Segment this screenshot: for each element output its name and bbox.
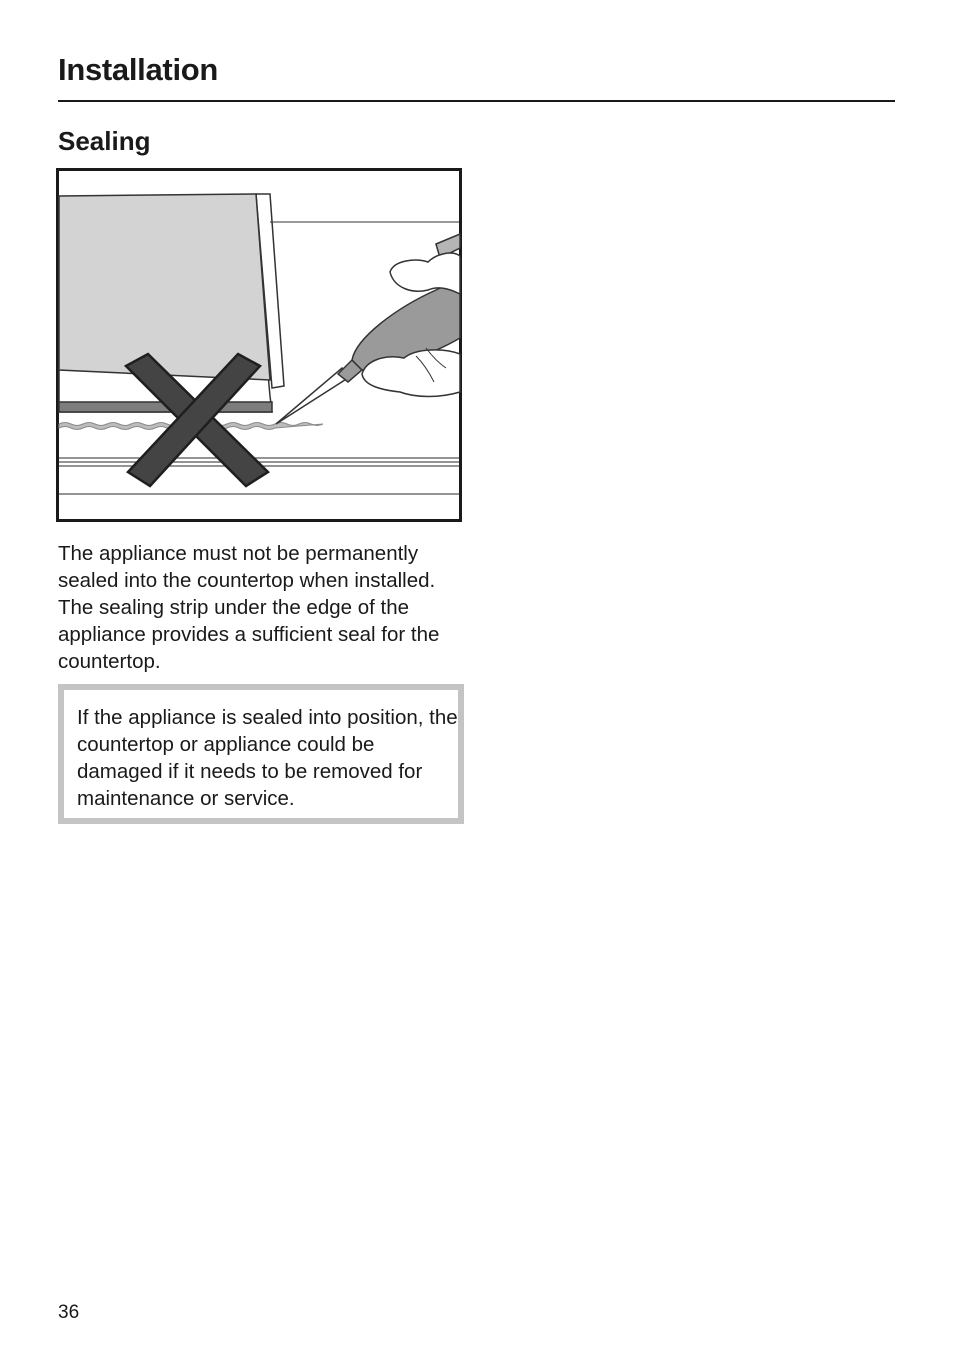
sealing-illustration [56, 168, 462, 522]
warning-box [58, 684, 464, 824]
body-paragraph: The appliance must not be permanently sealed into the countertop when installed. The sealing strip under the edge of the appliance provides a sufficient seal for the countertop. [58, 542, 440, 673]
page-title: Installation [58, 52, 219, 87]
warning-text: If the appliance is sealed into position, the countertop or appliance could be damaged if it needs to be removed for maintenance or service. [77, 706, 458, 810]
section-heading: Sealing [58, 126, 151, 156]
page-number: 36 [58, 1302, 80, 1323]
title-divider [58, 100, 895, 102]
